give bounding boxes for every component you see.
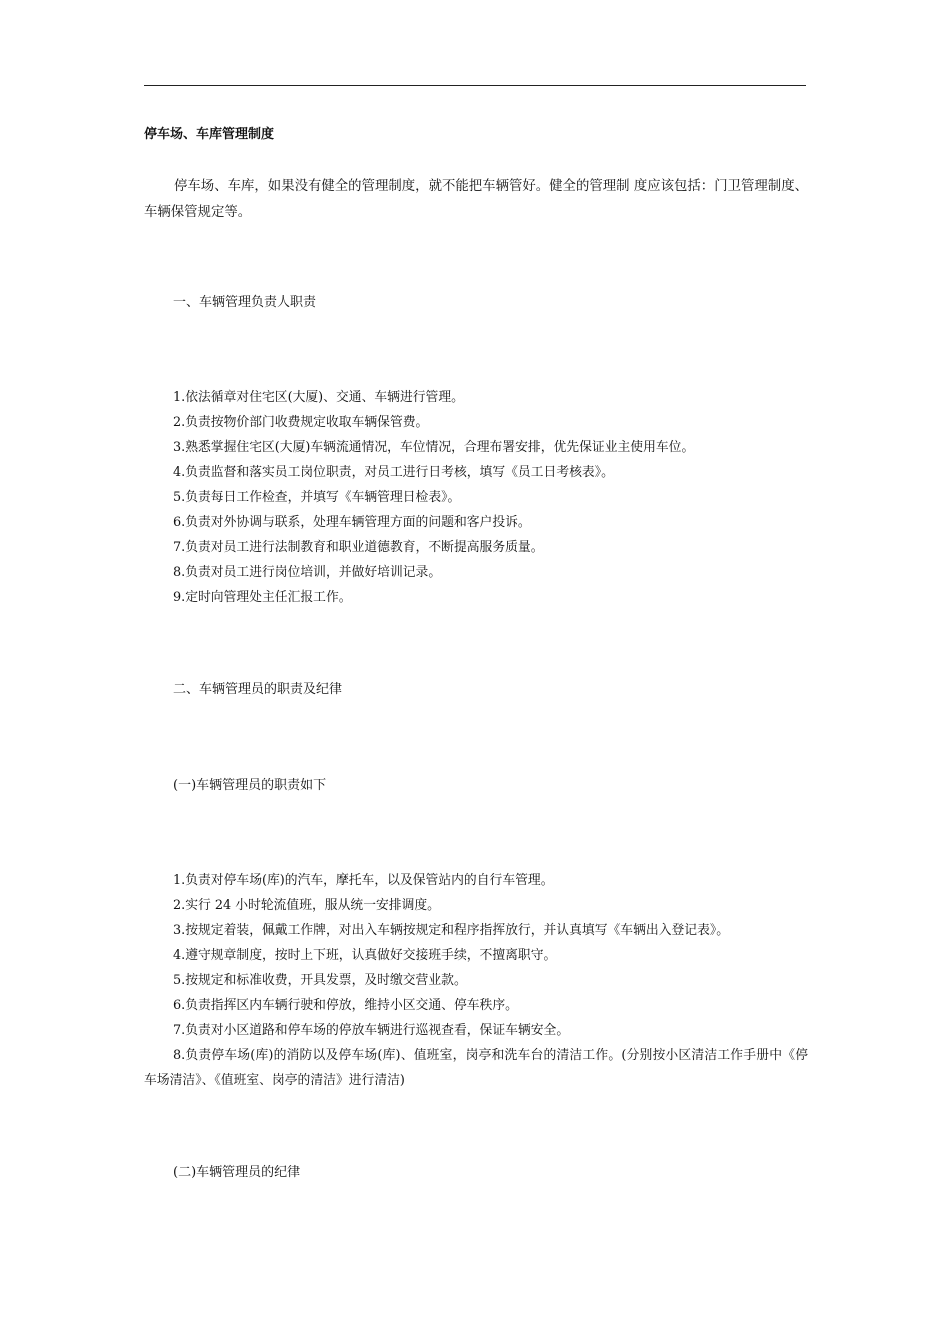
list-item: 8.负责对员工进行岗位培训，并做好培训记录。	[173, 565, 442, 580]
list-item: 4.遵守规章制度，按时上下班，认真做好交接班手续，不擅离职守。	[173, 948, 557, 963]
list-item: 5.按规定和标准收费，开具发票，及时缴交营业款。	[173, 973, 467, 988]
list-item: 7.负责对小区道路和停车场的停放车辆进行巡视查看，保证车辆安全。	[173, 1023, 570, 1038]
list-item: 4.负责监督和落实员工岗位职责，对员工进行日考核，填写《员工日考核表》。	[173, 465, 614, 480]
list-item: 8.负责停车场(库)的消防以及停车场(库)、值班室，岗亭和洗车台的清洁工作。(分别按小区清洁工作手册中《停车场清洁》、《值班室、岗亭的清洁》进行清洁)	[144, 1048, 808, 1088]
list-item: 2.实行 24 小时轮流值班，服从统一安排调度。	[173, 898, 440, 913]
list-item: 3.熟悉掌握住宅区(大厦)车辆流通情况，车位情况，合理布署安排，优先保证业主使用车位。	[173, 440, 695, 455]
list-item: 6.负责指挥区内车辆行驶和停放，维持小区交通、停车秩序。	[173, 998, 518, 1013]
list-item: 5.负责每日工作检查，并填写《车辆管理日检表》。	[173, 490, 461, 505]
duties-list	[144, 868, 808, 1093]
list-item: 1.负责对停车场(库)的汽车，摩托车，以及保管站内的自行车管理。	[173, 873, 554, 888]
responsibilities-list	[173, 385, 694, 610]
subsection-heading-1: (一)车辆管理员的职责如下	[173, 778, 327, 793]
intro-paragraph: 停车场、车库，如果没有健全的管理制度，就不能把车辆管好。健全的管理制 度应该包括：门卫管理制度、车辆保管规定等。	[144, 179, 808, 220]
list-item: 9.定时向管理处主任汇报工作。	[173, 590, 352, 605]
document-title: 停车场、车库管理制度	[144, 127, 275, 142]
subsection-heading-2: (二)车辆管理员的纪律	[173, 1165, 301, 1180]
list-item: 1.依法循章对住宅区(大厦)、交通、车辆进行管理。	[173, 390, 464, 405]
list-item: 2.负责按物价部门收费规定收取车辆保管费。	[173, 415, 429, 430]
section-heading-1: 一、车辆管理负责人职责	[173, 295, 317, 310]
section-heading-2: 二、车辆管理员的职责及纪律	[173, 682, 343, 697]
header-rule	[144, 85, 806, 86]
list-item: 6.负责对外协调与联系，处理车辆管理方面的问题和客户投诉。	[173, 515, 531, 530]
list-item: 7.负责对员工进行法制教育和职业道德教育，不断提高服务质量。	[173, 540, 544, 555]
list-item: 3.按规定着装，佩戴工作牌，对出入车辆按规定和程序指挥放行，并认真填写《车辆出入登记表》。	[173, 923, 730, 938]
